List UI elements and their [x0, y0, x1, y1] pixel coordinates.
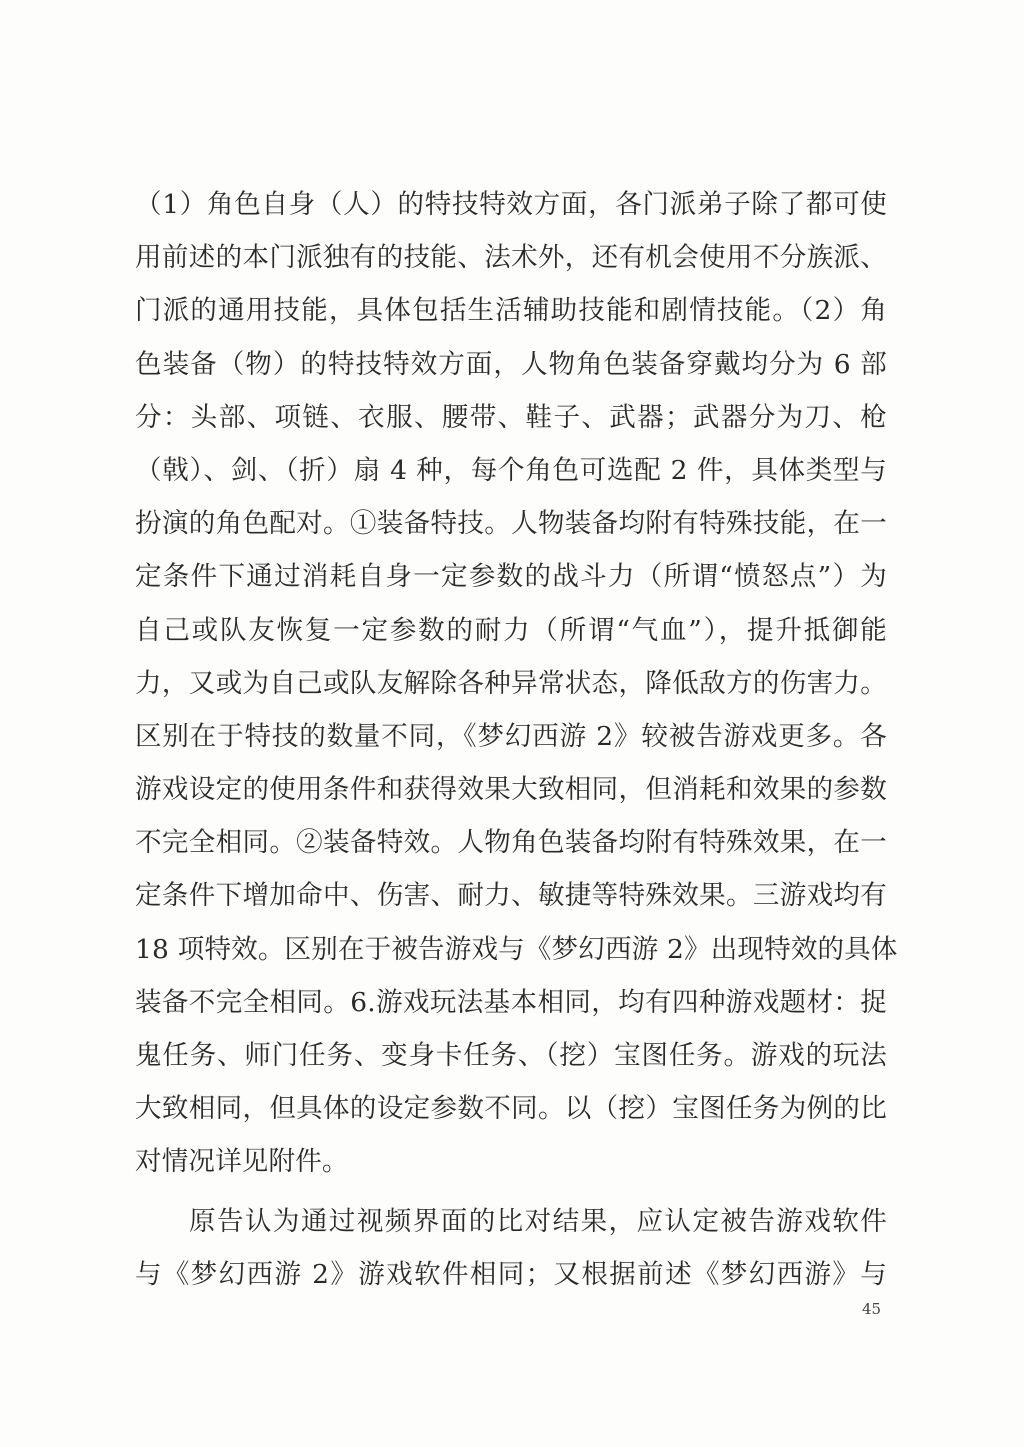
text-line: 色装备（物）的特技特效方面，人物角色装备穿戴均分为 6 部	[135, 348, 887, 380]
text-line: （1）角色自身（人）的特技特效方面，各门派弟子除了都可使	[135, 189, 887, 220]
text-line: 大致相同，但具体的设定参数不同。以（挖）宝图任务为例的比	[135, 1093, 887, 1125]
text-line: 定条件下通过消耗自身一定参数的战斗力（所谓“愤怒点”）为	[135, 561, 887, 593]
text-line: 18 项特效。区别在于被告游戏与《梦幻西游 2》出现特效的具体	[135, 933, 898, 965]
page-number: 45	[862, 1300, 882, 1318]
text-line: 装备不完全相同。6.游戏玩法基本相同，均有四种游戏题材：捉	[135, 986, 887, 1018]
text-line: （戟）、剑、（折）扇 4 种，每个角色可选配 2 件，具体类型与	[135, 454, 887, 486]
text-line: 力，又或为自己或队友解除各种异常状态，降低敌方的伤害力。	[135, 667, 887, 699]
text-line: 原告认为通过视频界面的比对结果，应认定被告游戏软件	[189, 1205, 887, 1237]
text-line: 自己或队友恢复一定参数的耐力（所谓“气血”），提升抵御能	[135, 614, 887, 646]
text-line: 定条件下增加命中、伤害、耐力、敏捷等特殊效果。三游戏均有	[135, 880, 887, 912]
text-line: 区别在于特技的数量不同，《梦幻西游 2》较被告游戏更多。各	[135, 720, 887, 752]
paragraph-1	[135, 178, 898, 1189]
text-line: 鬼任务、师门任务、变身卡任务、（挖）宝图任务。游戏的玩法	[135, 1040, 887, 1071]
paragraph-2	[135, 1195, 887, 1301]
text-line: 用前述的本门派独有的技能、法术外，还有机会使用不分族派、	[135, 242, 887, 274]
text-line: 对情况详见附件。	[135, 1146, 349, 1178]
text-line: 不完全相同。②装备特效。人物角色装备均附有特殊效果，在一	[135, 827, 887, 859]
text-line: 门派的通用技能，具体包括生活辅助技能和剧情技能。（2）角	[135, 295, 887, 327]
text-line: 扮演的角色配对。①装备特技。人物装备均附有特殊技能，在一	[135, 508, 887, 540]
text-line: 游戏设定的使用条件和获得效果大致相同，但消耗和效果的参数	[135, 774, 887, 806]
text-line: 分：头部、项链、衣服、腰带、鞋子、武器；武器分为刀、枪	[135, 401, 887, 433]
body-text	[135, 178, 898, 1301]
text-line: 与《梦幻西游 2》游戏软件相同；又根据前述《梦幻西游》与	[135, 1258, 887, 1290]
